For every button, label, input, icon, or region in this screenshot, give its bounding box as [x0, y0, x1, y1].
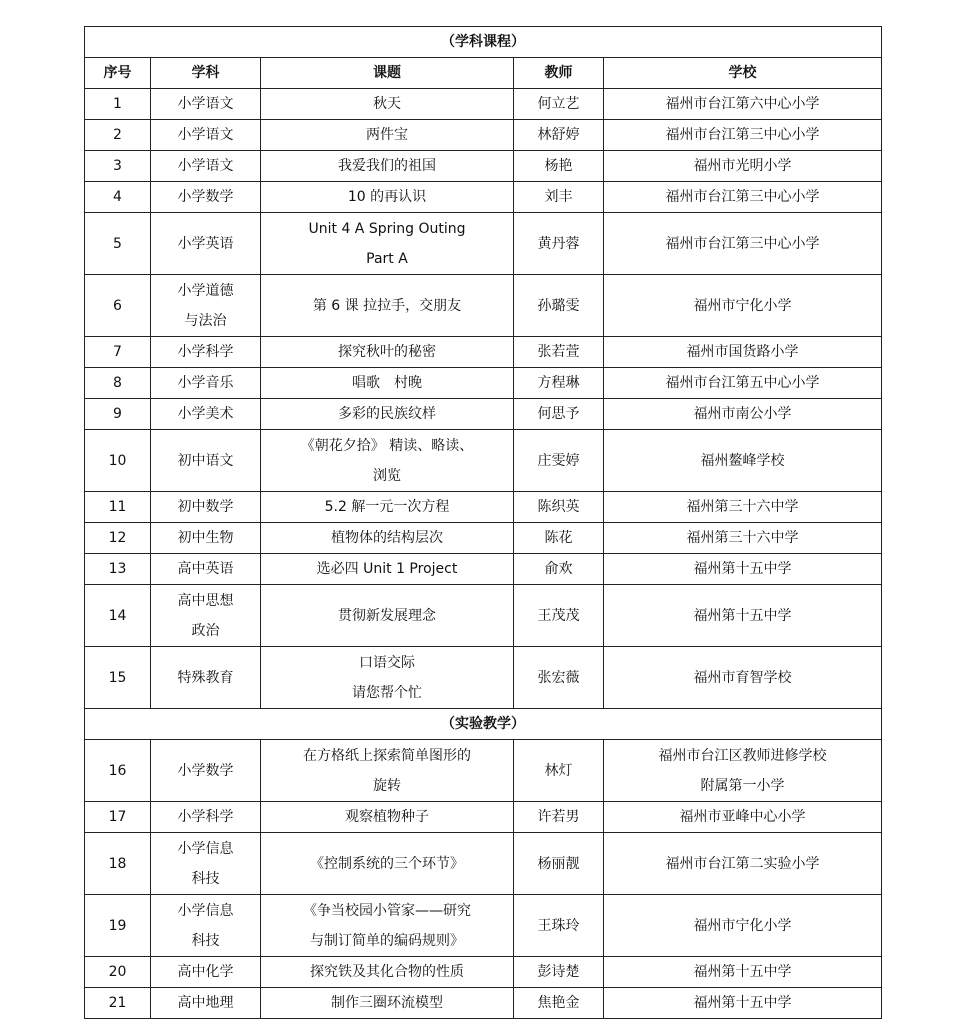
- cell-topic: 5.2 解一元一次方程: [261, 492, 514, 523]
- table-row: [85, 368, 882, 399]
- cell-no: 5: [85, 213, 151, 275]
- cell-school: 福州市宁化小学: [604, 275, 882, 337]
- cell-no: 20: [85, 957, 151, 988]
- cell-subject: 小学数学: [151, 740, 261, 802]
- table-row: [85, 399, 882, 430]
- header-no: 序号: [85, 58, 151, 89]
- cell-topic: 在方格纸上探索简单图形的 旋转: [261, 740, 514, 802]
- cell-school: 福州鳌峰学校: [604, 430, 882, 492]
- table-row: [85, 120, 882, 151]
- cell-teacher: 俞欢: [514, 554, 604, 585]
- cell-teacher: 杨艳: [514, 151, 604, 182]
- table-row: [85, 647, 882, 709]
- cell-subject: 小学道德 与法治: [151, 275, 261, 337]
- cell-teacher: 林舒婷: [514, 120, 604, 151]
- cell-teacher: 王茂茂: [514, 585, 604, 647]
- cell-no: 16: [85, 740, 151, 802]
- cell-school: 福州市育智学校: [604, 647, 882, 709]
- cell-teacher: 方程琳: [514, 368, 604, 399]
- cell-topic: 多彩的民族纹样: [261, 399, 514, 430]
- cell-topic: 制作三圈环流模型: [261, 988, 514, 1019]
- cell-topic: 《争当校园小管家——研究 与制订简单的编码规则》: [261, 895, 514, 957]
- cell-no: 14: [85, 585, 151, 647]
- cell-subject: 高中思想 政治: [151, 585, 261, 647]
- cell-subject: 小学语文: [151, 89, 261, 120]
- cell-no: 12: [85, 523, 151, 554]
- cell-no: 1: [85, 89, 151, 120]
- cell-topic: 探究秋叶的秘密: [261, 337, 514, 368]
- cell-teacher: 陈织英: [514, 492, 604, 523]
- cell-subject: 特殊教育: [151, 647, 261, 709]
- cell-subject: 高中化学: [151, 957, 261, 988]
- cell-no: 4: [85, 182, 151, 213]
- cell-topic: 探究铁及其化合物的性质: [261, 957, 514, 988]
- cell-no: 21: [85, 988, 151, 1019]
- cell-topic: 秋天: [261, 89, 514, 120]
- cell-school: 福州第十五中学: [604, 585, 882, 647]
- table-row: [85, 740, 882, 802]
- table-row: [85, 275, 882, 337]
- cell-school: 福州市南公小学: [604, 399, 882, 430]
- cell-topic: 两件宝: [261, 120, 514, 151]
- table-row: [85, 523, 882, 554]
- cell-subject: 高中地理: [151, 988, 261, 1019]
- cell-no: 6: [85, 275, 151, 337]
- section-title: （实验教学）: [85, 709, 882, 740]
- cell-school: 福州第三十六中学: [604, 492, 882, 523]
- cell-subject: 小学信息 科技: [151, 833, 261, 895]
- cell-school: 福州市台江第三中心小学: [604, 120, 882, 151]
- cell-teacher: 何思予: [514, 399, 604, 430]
- header-subject: 学科: [151, 58, 261, 89]
- cell-no: 15: [85, 647, 151, 709]
- cell-topic: 唱歌 村晚: [261, 368, 514, 399]
- cell-subject: 初中生物: [151, 523, 261, 554]
- cell-subject: 初中语文: [151, 430, 261, 492]
- cell-no: 2: [85, 120, 151, 151]
- cell-school: 福州市光明小学: [604, 151, 882, 182]
- cell-teacher: 孙璐雯: [514, 275, 604, 337]
- cell-teacher: 黄丹蓉: [514, 213, 604, 275]
- cell-subject: 小学英语: [151, 213, 261, 275]
- cell-no: 11: [85, 492, 151, 523]
- cell-topic: Unit 4 A Spring Outing Part A: [261, 213, 514, 275]
- cell-teacher: 焦艳金: [514, 988, 604, 1019]
- header-school: 学校: [604, 58, 882, 89]
- table-row: [85, 554, 882, 585]
- cell-teacher: 彭诗楚: [514, 957, 604, 988]
- table-row: [85, 213, 882, 275]
- table-row: [85, 492, 882, 523]
- cell-subject: 小学信息 科技: [151, 895, 261, 957]
- column-header-row: [85, 58, 882, 89]
- header-teacher: 教师: [514, 58, 604, 89]
- header-topic: 课题: [261, 58, 514, 89]
- cell-subject: 高中英语: [151, 554, 261, 585]
- cell-topic: 第 6 课 拉拉手，交朋友: [261, 275, 514, 337]
- cell-topic: 《控制系统的三个环节》: [261, 833, 514, 895]
- cell-subject: 小学数学: [151, 182, 261, 213]
- cell-school: 福州第十五中学: [604, 957, 882, 988]
- table-row: [85, 89, 882, 120]
- cell-topic: 10 的再认识: [261, 182, 514, 213]
- cell-teacher: 庄雯婷: [514, 430, 604, 492]
- cell-no: 10: [85, 430, 151, 492]
- cell-subject: 小学语文: [151, 151, 261, 182]
- cell-school: 福州市台江第三中心小学: [604, 213, 882, 275]
- cell-school: 福州第十五中学: [604, 988, 882, 1019]
- cell-topic: 我爱我们的祖国: [261, 151, 514, 182]
- cell-subject: 小学音乐: [151, 368, 261, 399]
- cell-teacher: 刘丰: [514, 182, 604, 213]
- table-row: [85, 833, 882, 895]
- cell-topic: 贯彻新发展理念: [261, 585, 514, 647]
- cell-school: 福州市台江第二实验小学: [604, 833, 882, 895]
- cell-topic: 观察植物种子: [261, 802, 514, 833]
- cell-school: 福州第三十六中学: [604, 523, 882, 554]
- cell-teacher: 张若萱: [514, 337, 604, 368]
- course-table: [84, 26, 882, 1019]
- cell-school: 福州市台江第六中心小学: [604, 89, 882, 120]
- cell-no: 13: [85, 554, 151, 585]
- cell-no: 18: [85, 833, 151, 895]
- cell-topic: 《朝花夕拾》 精读、略读、 浏览: [261, 430, 514, 492]
- cell-school: 福州第十五中学: [604, 554, 882, 585]
- cell-teacher: 许若男: [514, 802, 604, 833]
- cell-school: 福州市国货路小学: [604, 337, 882, 368]
- cell-no: 7: [85, 337, 151, 368]
- cell-school: 福州市亚峰中心小学: [604, 802, 882, 833]
- cell-teacher: 杨丽靓: [514, 833, 604, 895]
- cell-subject: 小学美术: [151, 399, 261, 430]
- section-header-row: [85, 709, 882, 740]
- cell-subject: 初中数学: [151, 492, 261, 523]
- cell-topic: 植物体的结构层次: [261, 523, 514, 554]
- cell-school: 福州市台江区教师进修学校 附属第一小学: [604, 740, 882, 802]
- section-header-row: [85, 27, 882, 58]
- table-row: [85, 957, 882, 988]
- table-row: [85, 430, 882, 492]
- cell-subject: 小学科学: [151, 337, 261, 368]
- cell-topic: 口语交际 请您帮个忙: [261, 647, 514, 709]
- cell-no: 19: [85, 895, 151, 957]
- course-table-body: [85, 27, 882, 1019]
- cell-no: 8: [85, 368, 151, 399]
- cell-teacher: 王珠玲: [514, 895, 604, 957]
- table-row: [85, 802, 882, 833]
- table-row: [85, 182, 882, 213]
- table-row: [85, 585, 882, 647]
- cell-school: 福州市台江第五中心小学: [604, 368, 882, 399]
- cell-no: 3: [85, 151, 151, 182]
- cell-no: 9: [85, 399, 151, 430]
- cell-teacher: 陈花: [514, 523, 604, 554]
- cell-school: 福州市台江第三中心小学: [604, 182, 882, 213]
- table-row: [85, 337, 882, 368]
- section-title: （学科课程）: [85, 27, 882, 58]
- cell-teacher: 何立艺: [514, 89, 604, 120]
- table-row: [85, 151, 882, 182]
- cell-teacher: 张宏薇: [514, 647, 604, 709]
- cell-topic: 选必四 Unit 1 Project: [261, 554, 514, 585]
- cell-subject: 小学语文: [151, 120, 261, 151]
- table-row: [85, 895, 882, 957]
- cell-subject: 小学科学: [151, 802, 261, 833]
- cell-teacher: 林灯: [514, 740, 604, 802]
- cell-no: 17: [85, 802, 151, 833]
- cell-school: 福州市宁化小学: [604, 895, 882, 957]
